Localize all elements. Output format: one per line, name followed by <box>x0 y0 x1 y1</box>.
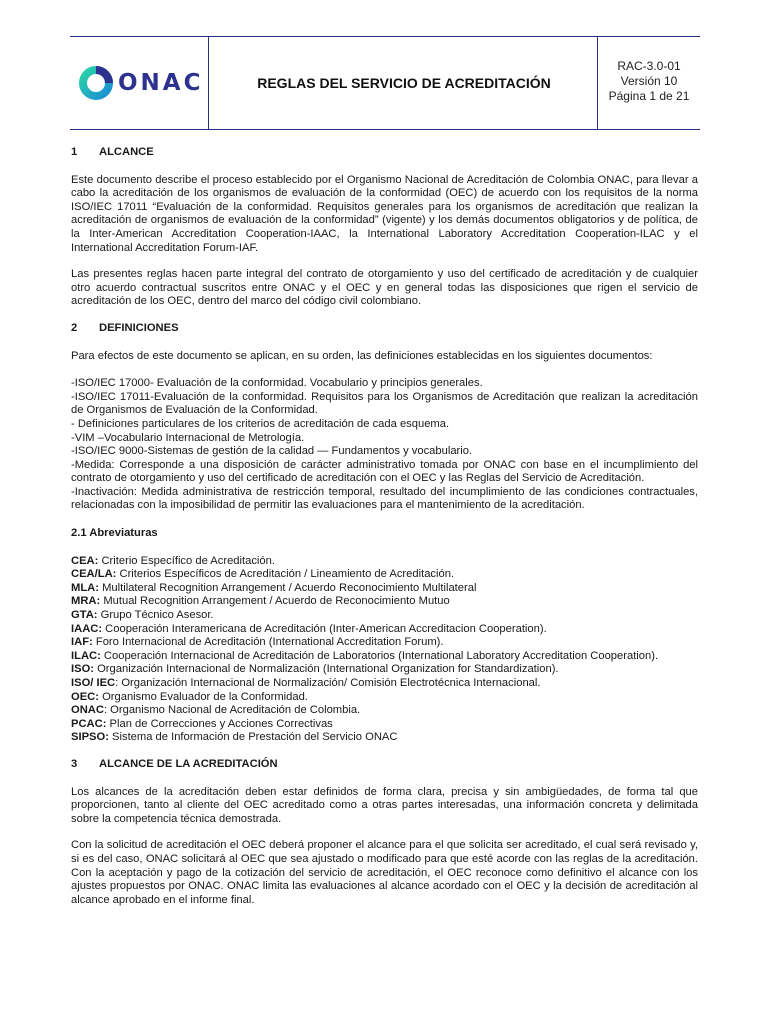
abbr-def: Multilateral Recognition Arrangement / Acuerdo Reconocimiento Multilateral <box>98 581 477 594</box>
list-item: -Medida: Corresponde a una disposición de carácter administrativo tomada por ONAC con base en el incumplimiento del contrato de otorgamiento y uso del certificado de acreditación con el OEC y las Reglas del Servicio de Acreditación. <box>71 458 698 485</box>
section-number: 1 <box>71 146 78 158</box>
section-number: 3 <box>71 757 78 770</box>
abbr-term: IAAC: <box>71 622 103 635</box>
list-item: -VIM –Vocabulario Internacional de Metrología. <box>71 431 305 444</box>
list-item <box>71 568 698 582</box>
paragraph: Con la solicitud de acreditación el OEC deberá proponer el alcance para el que solicita ser acreditado, el cual será revisado y, si es del caso, ONAC solicitará al OEC que sea ajustado o modificado para que esté acorde con las reglas de la acreditación. Con la aceptación y pago de la cotización del servicio de acreditación, el OEC reconoce como definitivo el alcance con los ajustes propuestos por ONAC. ONAC limita las evaluaciones al alcance acordado con el OEC y la decisión de acreditación al alcance aprobado en el informe final. <box>71 839 698 906</box>
definitions-list <box>71 377 698 513</box>
abbr-term: CEA: <box>71 554 99 567</box>
onac-ring-icon <box>78 65 114 101</box>
section-heading <box>71 322 698 336</box>
section-heading <box>71 758 698 772</box>
document-code: RAC-3.0-01 <box>617 59 681 73</box>
document-meta <box>598 59 700 104</box>
abbr-term: GTA: <box>71 609 98 622</box>
list-item: -Inactivación: Medida administrativa de restricción temporal, resultado del incumplimiento de las condiciones contractuales, relacionadas con la imposibilidad de permitir las evaluaciones para el mantenimiento de la acreditación. <box>71 485 698 512</box>
abbr-term: ISO: <box>71 663 94 676</box>
abbr-def: : Organismo Nacional de Acreditación de Colombia. <box>103 704 361 717</box>
list-item: -ISO/IEC 17011-Evaluación de la conformidad. Requisitos para los Organismos de Acreditación que realizan la acreditación de Organismos de Evaluación de la Conformidad. <box>71 390 698 417</box>
abbr-term: CEA/LA: <box>71 568 117 581</box>
abbr-def: Criterio Específico de Acreditación. <box>98 554 275 567</box>
list-item <box>71 555 698 569</box>
list-item <box>71 677 698 691</box>
abbreviations-list <box>71 555 698 745</box>
paragraph: Los alcances de la acreditación deben estar definidos de forma clara, precisa y sin ambigüedades, de forma tal que proporcionen, tanto al cliente del OEC acreditado como a otras partes interesadas, una información concreta y delimitada sobre la competencia técnica demostrada. <box>71 785 698 825</box>
list-item: -ISO/IEC 17000- Evaluación de la conformidad. Vocabulario y principios generales. <box>71 377 483 390</box>
abbr-term: MRA: <box>71 595 101 608</box>
list-item <box>71 636 698 650</box>
list-item <box>71 582 698 596</box>
list-item: - Definiciones particulares de los criterios de acreditación de cada esquema. <box>71 417 450 430</box>
list-item <box>71 704 698 718</box>
section-number: 2 <box>71 321 78 334</box>
abbr-term: SIPSO: <box>71 731 109 744</box>
abbr-def: : Organización Internacional de Normalización/ Comisión Electrotécnica Internacional. <box>115 677 541 689</box>
list-item <box>71 731 698 745</box>
abbr-term: ILAC: <box>71 649 101 662</box>
document-header <box>70 36 700 130</box>
abbr-term: ISO/ IEC <box>71 677 116 689</box>
subsection-title: 2.1 Abreviaturas <box>71 527 158 540</box>
abbr-term: OEC: <box>71 690 99 703</box>
list-item <box>71 650 698 664</box>
section-title: ALCANCE <box>99 146 154 158</box>
abbr-term: IAF: <box>71 636 93 649</box>
abbr-term: ONAC <box>71 704 104 717</box>
abbr-def: Mutual Recognition Arrangement / Acuerdo de Reconocimiento Mutuo <box>100 595 450 608</box>
abbr-def: Grupo Técnico Asesor. <box>97 609 214 622</box>
abbr-def: Organización Internacional de Normalización (International Organization for Standardization). <box>94 663 559 676</box>
document-title: REGLAS DEL SERVICIO DE ACREDITACIÓN <box>257 75 551 91</box>
section-title: ALCANCE DE LA ACREDITACIÓN <box>99 757 278 770</box>
abbr-def: Cooperación Internacional de Acreditación de Laboratorios (International Laboratory Accreditation Cooperation). <box>100 649 659 662</box>
list-item <box>71 718 698 732</box>
abbr-def: Organismo Evaluador de la Conformidad. <box>98 690 308 703</box>
document-version: Versión 10 <box>620 74 678 88</box>
abbr-def: Criterios Específicos de Acreditación / Lineamiento de Acreditación. <box>116 568 455 581</box>
abbr-term: MLA: <box>71 581 99 594</box>
paragraph: Para efectos de este documento se aplican, en su orden, las definiciones establecidas en los siguientes documentos: <box>71 349 653 362</box>
abbr-def: Plan de Correcciones y Acciones Correctivas <box>106 717 333 730</box>
section-title: DEFINICIONES <box>99 321 179 334</box>
abbr-def: Foro Internacional de Acreditación (International Accreditation Forum). <box>92 636 444 649</box>
onac-logo <box>78 63 208 103</box>
abbr-def: Sistema de Información de Prestación del Servicio ONAC <box>108 731 398 744</box>
abbr-def: Cooperación Interamericana de Acreditación (Inter-American Accreditacion Cooperation). <box>102 622 547 635</box>
list-item <box>71 663 698 677</box>
logo-text: ONAC <box>118 70 204 96</box>
list-item: -ISO/IEC 9000-Sistemas de gestión de la calidad — Fundamentos y vocabulario. <box>71 445 473 458</box>
list-item <box>71 623 698 637</box>
page-number: Página 1 de 21 <box>608 89 690 103</box>
document-body <box>71 146 698 907</box>
list-item <box>71 691 698 705</box>
abbr-term: PCAC: <box>71 717 107 730</box>
header-divider <box>208 37 209 129</box>
paragraph: Las presentes reglas hacen parte integral del contrato de otorgamiento y uso del certificado de acreditación y de cualquier otro acuerdo contractual suscritos entre ONAC y el OEC y en general todas las disposiciones que rigen el servicio de acreditación de los OEC, dentro del marco del código civil colombiano. <box>71 268 698 308</box>
list-item <box>71 595 698 609</box>
section-heading <box>71 146 698 160</box>
list-item <box>71 609 698 623</box>
paragraph: Este documento describe el proceso establecido por el Organismo Nacional de Acreditación de Colombia ONAC, para llevar a cabo la acreditación de los organismos de evaluación de la conformidad (OEC) de acuerdo con los requisitos de la norma ISO/IEC 17011 “Evaluación de la conformidad. Requisitos generales para los organismos de acreditación que realizan la acreditación de organismos de evaluación de la conformidad” (vigente) y los demás documentos obligatorios y de política, de la Inter-American Accreditation Cooperation-IAAC, la International Laboratory Accreditation Cooperation-ILAC y el International Accreditation Forum-IAF. <box>71 173 698 254</box>
